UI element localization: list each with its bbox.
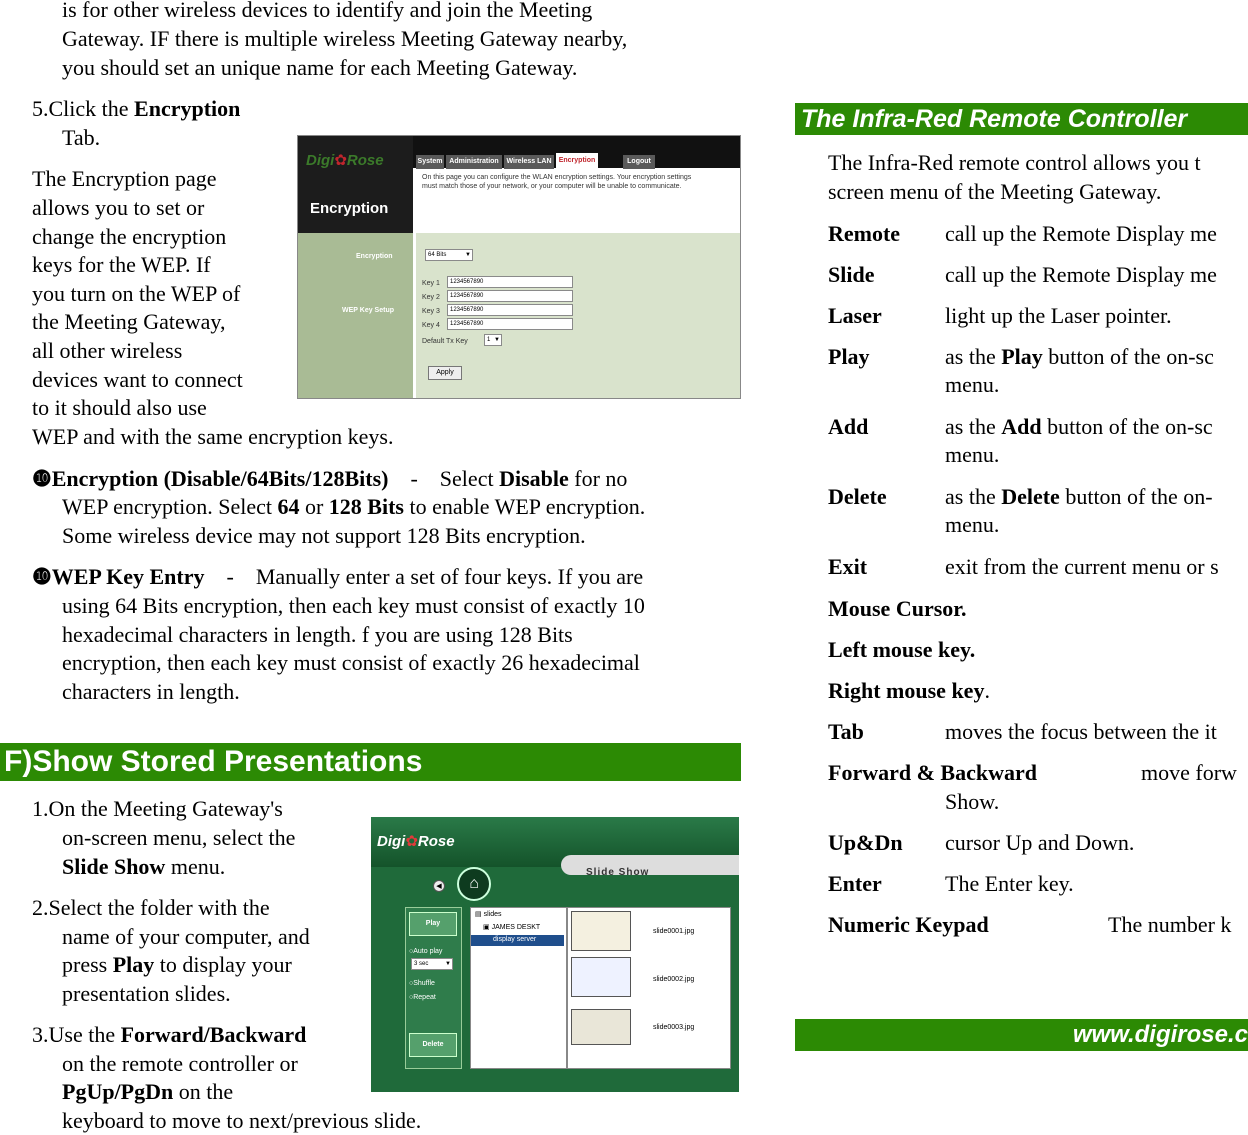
enc-para-10: WEP and with the same encryption keys.: [32, 424, 394, 449]
text: as the: [945, 484, 1002, 509]
autoplay-label: Auto play: [413, 948, 443, 955]
bold-64: 64: [277, 494, 300, 519]
chevron-down-icon: ▼: [465, 252, 471, 258]
key-forward-backward: Forward & Backward: [828, 760, 1037, 785]
enc-para-9: to it should also use: [32, 395, 207, 420]
key-add-desc: [945, 412, 1213, 441]
slide-step-2d: presentation slides.: [62, 981, 231, 1006]
file-name-3: slide0003.jpg: [653, 1024, 695, 1031]
text: press: [62, 952, 113, 977]
text: to enable WEP encryption.: [403, 494, 646, 519]
key-1-label: Key 1: [422, 280, 440, 287]
text: on the: [173, 1079, 234, 1104]
key-delete-desc: [945, 482, 1213, 511]
thumbnail-3[interactable]: [571, 1009, 631, 1045]
rose-icon: ✿: [405, 833, 418, 850]
key-add-desc-2: menu.: [945, 442, 1000, 467]
bold-forward-backward: Forward/Backward: [120, 1022, 307, 1047]
key-enter: Enter: [828, 871, 882, 896]
key-updn: Up&Dn: [828, 830, 903, 855]
slide-step-2a: 2.Select the folder with the: [32, 895, 270, 920]
shuffle-option[interactable]: [409, 979, 435, 988]
enc-heading: Encryption: [310, 200, 389, 217]
bold-pgup-pgdn: PgUp/PgDn: [62, 1079, 174, 1104]
key-numeric-keypad: Numeric Keypad: [828, 912, 989, 937]
bullet-wep-line-4: encryption, then each key must consist of exactly 26 hexadecimal: [62, 650, 640, 675]
key-remote: Remote: [828, 221, 901, 246]
key-numeric-keypad-desc: The number k: [1108, 912, 1232, 937]
key-exit: Exit: [828, 554, 868, 579]
computer-icon: ▣: [483, 924, 490, 931]
key-forward-backward-desc: move forw: [1141, 760, 1237, 785]
bullet-title: Encryption (Disable/64Bits/128Bits): [51, 466, 389, 491]
bullet-encryption-line-3: Some wireless device may not support 128 Bits encryption.: [62, 523, 586, 548]
enc-encryption-label: Encryption: [356, 253, 393, 260]
text: as the: [945, 414, 1002, 439]
slide-step-2c: [62, 950, 292, 979]
bullet-encryption-line-2: [62, 492, 645, 521]
ss-logo: [377, 827, 455, 856]
bold-play: Play: [112, 952, 155, 977]
key-play: Play: [828, 344, 870, 369]
enc-para-3: change the encryption: [32, 224, 227, 249]
key-delete-desc-2: menu.: [945, 512, 1000, 537]
bold-add: Add: [1001, 414, 1042, 439]
bullet-wep-line-5: characters in length.: [62, 679, 240, 704]
text: button of the on-: [1059, 484, 1213, 509]
shuffle-label: Shuffle: [413, 980, 435, 987]
bullet-encryption: [32, 464, 627, 493]
tab-administration[interactable]: Administration: [446, 155, 502, 169]
tree-item-display-server[interactable]: [471, 935, 564, 946]
enc-para-5: you turn on the WEP of: [32, 281, 241, 306]
slide-step-1b: on-screen menu, select the: [62, 825, 296, 850]
ss-title: Slide Show: [586, 867, 650, 878]
radio-icon: ○: [409, 948, 414, 955]
enc-para-8: devices want to connect: [32, 367, 243, 392]
bullet-rest: for no: [568, 466, 628, 491]
slide-step-3a: [32, 1020, 306, 1049]
bullet-sep: - Select: [388, 466, 500, 491]
key-3-input[interactable]: 1234567890: [447, 304, 573, 316]
default-tx-value: 1: [487, 337, 491, 343]
interval-value: 3 sec: [414, 961, 429, 967]
tree-label: JAMES DESKT: [491, 924, 541, 931]
ir-intro-1: The Infra-Red remote control allows you t: [828, 150, 1201, 175]
slide-step-3b: on the remote controller or: [62, 1051, 298, 1076]
apply-button[interactable]: Apply: [428, 366, 462, 380]
logo-digi: Digi: [377, 833, 406, 850]
text: 3.Use the: [32, 1022, 121, 1047]
intro-line-1: is for other wireless devices to identify and join the Meeting: [62, 0, 593, 22]
enc-para-2: allows you to set or: [32, 195, 205, 220]
play-button[interactable]: Play: [409, 912, 457, 936]
key-forward-backward-desc-2: Show.: [945, 789, 1000, 814]
chevron-down-icon: ▼: [445, 961, 451, 967]
delete-button[interactable]: Delete: [409, 1033, 457, 1057]
section-banner-show-stored: F)Show Stored Presentations: [0, 743, 741, 781]
file-name-2: slide0002.jpg: [653, 976, 695, 983]
default-tx-select[interactable]: [484, 334, 502, 346]
slide-step-2b: name of your computer, and: [62, 924, 310, 949]
key-play-desc-2: menu.: [945, 372, 1000, 397]
encryption-select-value: 64 Bits: [428, 252, 447, 258]
text: WEP encryption. Select: [62, 494, 278, 519]
text: to display your: [154, 952, 292, 977]
key-laser: Laser: [828, 303, 882, 328]
bullet-glyph: ❿: [32, 564, 52, 589]
thumbnail-2[interactable]: [571, 957, 631, 997]
key-4-label: Key 4: [422, 322, 440, 329]
interval-select[interactable]: [411, 958, 453, 970]
bold-right-mouse: Right mouse key: [828, 678, 985, 703]
slide-step-1a: 1.On the Meeting Gateway's: [32, 796, 283, 821]
key-left-mouse: Left mouse key.: [828, 637, 976, 662]
radio-icon: ○: [409, 980, 414, 987]
slide-step-1c: [62, 852, 225, 881]
encryption-screenshot: [297, 135, 741, 399]
text: .: [984, 678, 990, 703]
tree-item-slides[interactable]: [475, 910, 501, 919]
key-laser-desc: light up the Laser pointer.: [945, 303, 1172, 328]
enc-logo: [306, 146, 384, 175]
key-tab-desc: moves the focus between the it: [945, 719, 1217, 744]
bold-128: 128 Bits: [328, 494, 404, 519]
rose-icon: ✿: [334, 152, 347, 169]
key-tab: Tab: [828, 719, 864, 744]
thumbnail-1[interactable]: [571, 911, 631, 951]
key-play-desc: [945, 342, 1214, 371]
key-slide: Slide: [828, 262, 875, 287]
encryption-select[interactable]: [425, 249, 473, 261]
default-tx-label: Default Tx Key: [422, 338, 468, 345]
bold-play: Play: [1001, 344, 1043, 369]
slide-step-3d: keyboard to move to next/previous slide.: [62, 1108, 422, 1133]
tree-label: slides: [483, 911, 502, 918]
repeat-label: Repeat: [413, 994, 436, 1001]
step-5: [32, 94, 240, 123]
key-right-mouse: [828, 676, 990, 705]
step-5-tab: Tab.: [62, 125, 101, 150]
intro-line-2: Gateway. IF there is multiple wireless Meeting Gateway nearby,: [62, 26, 628, 51]
folder-icon: ▤: [475, 911, 482, 918]
key-3-label: Key 3: [422, 308, 440, 315]
text: button of the on-sc: [1042, 344, 1214, 369]
key-add: Add: [828, 414, 869, 439]
enc-divider: [413, 233, 416, 399]
logo-rose: Rose: [417, 833, 455, 850]
text: menu.: [165, 854, 226, 879]
autoplay-option[interactable]: [409, 947, 442, 956]
text: as the: [945, 344, 1002, 369]
step-5-bold: Encryption: [134, 96, 241, 121]
logo-digi: Digi: [306, 152, 335, 169]
bullet-wep-line-3: hexadecimal characters in length. f you are using 128 Bits: [62, 622, 573, 647]
key-4-input[interactable]: 1234567890: [447, 318, 573, 330]
bullet-wep-line-2: using 64 Bits encryption, then each key must consist of exactly 10: [62, 593, 645, 618]
text: button of the on-sc: [1041, 414, 1213, 439]
key-1-input[interactable]: 1234567890: [447, 276, 573, 288]
key-slide-desc: call up the Remote Display me: [945, 262, 1217, 287]
chevron-down-icon: ▼: [494, 337, 500, 343]
wep-key-setup-label: WEP Key Setup: [342, 307, 394, 314]
tab-encryption[interactable]: Encryption: [556, 153, 598, 169]
logo-rose: Rose: [346, 152, 384, 169]
bold-slide-show: Slide Show: [62, 854, 166, 879]
step-5-prefix: 5.Click the: [32, 96, 135, 121]
text: or: [299, 494, 329, 519]
radio-icon: ○: [409, 994, 414, 1001]
key-updn-desc: cursor Up and Down.: [945, 830, 1135, 855]
text: - Manually enter a set of four keys. If you are: [204, 564, 644, 589]
bullet-title: WEP Key Entry: [51, 564, 205, 589]
tree-label: display server: [493, 936, 537, 943]
file-name-1: slide0001.jpg: [653, 928, 695, 935]
key-mouse-cursor: Mouse Cursor.: [828, 596, 967, 621]
slide-step-3c: [62, 1077, 233, 1106]
back-icon[interactable]: ◀: [433, 880, 445, 892]
enc-para-1: The Encryption page: [32, 166, 217, 191]
key-enter-desc: The Enter key.: [945, 871, 1074, 896]
enc-para-6: the Meeting Gateway,: [32, 309, 226, 334]
intro-line-3: you should set an unique name for each Meeting Gateway.: [62, 55, 578, 80]
footer-website[interactable]: www.digirose.c: [795, 1019, 1248, 1051]
bold-delete: Delete: [1001, 484, 1060, 509]
key-2-input[interactable]: 1234567890: [447, 290, 573, 302]
slideshow-screenshot: [371, 817, 739, 1092]
tab-wireless-lan[interactable]: Wireless LAN: [504, 155, 554, 169]
tree-item-james-desk[interactable]: [483, 923, 540, 932]
key-exit-desc: exit from the current menu or s: [945, 554, 1219, 579]
key-remote-desc: call up the Remote Display me: [945, 221, 1217, 246]
ir-intro-2: screen menu of the Meeting Gateway.: [828, 179, 1162, 204]
tab-logout[interactable]: Logout: [623, 155, 655, 169]
home-icon[interactable]: ⌂: [457, 867, 491, 901]
key-delete: Delete: [828, 484, 887, 509]
bullet-wep-key: [32, 562, 643, 591]
tab-system[interactable]: System: [416, 155, 444, 169]
enc-para-4: keys for the WEP. If: [32, 252, 211, 277]
enc-para-7: all other wireless: [32, 338, 183, 363]
repeat-option[interactable]: [409, 993, 436, 1002]
bold-disable: Disable: [499, 466, 569, 491]
enc-description: On this page you can configure the WLAN encryption settings. Your encryption settings must match those of your network, or your computer will be unable to communicate.: [422, 174, 692, 190]
bullet-glyph: ❿: [32, 466, 52, 491]
key-2-label: Key 2: [422, 294, 440, 301]
ir-remote-banner: The Infra-Red Remote Controller: [795, 103, 1248, 135]
